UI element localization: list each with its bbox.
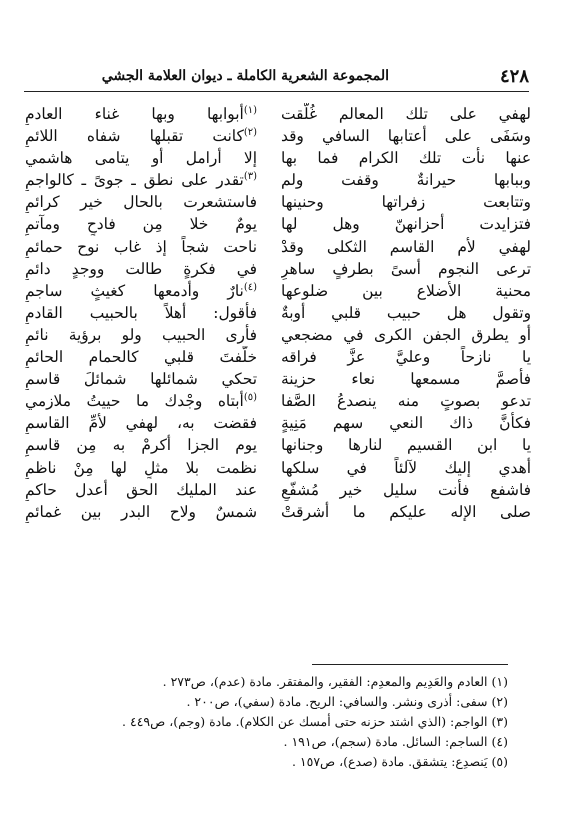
verse-text: فأقول: أهلاً بالحبيب القادمِ: [25, 303, 257, 322]
footnote-ref: (١): [243, 104, 257, 116]
footnote-item: (٤) الساجم: السائل. مادة (سجم)، ص١٩١ .: [283, 734, 508, 749]
verse-line-right: وتقول هل حبيب قلبي أوبةٌ: [281, 303, 531, 322]
verse-line-left: [25, 169, 275, 191]
verse-line-right: وسَفَى على أعتابها السافي وقد: [281, 127, 531, 146]
footnote-ref: (٣): [243, 171, 257, 183]
verse-line-right: فاشفع فأنت سليل خير مُشفّعٍ: [281, 480, 531, 499]
verse-line-left: [25, 191, 275, 213]
footnote-item: (٢) سفى: أذرى ونشر. والسافي: الريح. مادة (سفي)، ص٢٠٠ .: [186, 694, 508, 709]
footnote-item: (٥) يَنصدِع: يتشقق. مادة (صدع)، ص١٥٧ .: [291, 754, 508, 769]
verse-line-right: وببابها حيرانةٌ وقفت ولم: [281, 171, 531, 190]
verse-line-right: ترعى النجوم أسىً بطرفٍ ساهرٍ: [281, 259, 531, 278]
verse-text: نارٌ وأدمعها كغيثٍ ساجمِ: [25, 281, 244, 300]
verse-text: إلا أرامل أو يتامى هاشمي: [25, 149, 257, 168]
footnote-ref: (٢): [243, 126, 257, 138]
poem-right-column: [281, 103, 531, 523]
footnote-item: (١) العادم والعَدِيم والمعدِم: الفقير، والمفتقر. مادة (عدم)، ص٢٧٣ .: [162, 674, 508, 689]
verse-line-left: [25, 501, 275, 523]
verse-line-left: [25, 125, 275, 147]
verse-line-left: [25, 280, 275, 302]
verse-line-right: فأصمَّ مسمعها نعاء حزينة: [281, 370, 531, 389]
verse-line-right: أهدي إليك لآلئاً في سلكها: [281, 458, 531, 477]
verse-text: أبتاه وجْدك ما حييتُ ملازمي: [25, 392, 244, 411]
verse-line-left: [25, 258, 275, 280]
verse-line-left: [25, 368, 275, 390]
header-rule: [24, 91, 529, 92]
verse-text: فأرى الحبيب ولو برؤية نائمِ: [25, 325, 257, 344]
verse-line-left: [25, 412, 275, 434]
footnote-ref: (٥): [243, 392, 257, 404]
verse-text: يوم الجزا أكرمْ به مِن قاسمِ: [25, 436, 257, 455]
verse-text: ناحت شجاً إذ غاب نوح حمائمِ: [25, 237, 257, 256]
verse-line-left: [25, 324, 275, 346]
verse-line-right: يا نازحاً وعليَّ عزَّ فراقه: [281, 348, 531, 367]
verse-text: خلّفتَ قلبي كالحمام الحائمِ: [25, 348, 257, 367]
verse-line-left: [25, 457, 275, 479]
verse-line-right: يا ابن القسيم لنارها وجنانها: [281, 436, 531, 455]
verse-line-right: لهفي على تلك المعالم غُلّقت: [281, 105, 531, 123]
footnote-ref: (٤): [243, 281, 257, 293]
verse-line-left: [25, 236, 275, 258]
verse-text: يومٌ خلا مِن فادحٍ ومآتمِ: [25, 215, 257, 234]
verse-line-left: [25, 302, 275, 324]
verse-line-right: فكأنَّ ذاك النعي سهم مَنِيةٍ: [281, 414, 531, 433]
verse-text: أبوابها وبها غناء العادمِ: [25, 105, 244, 123]
verse-text: تقدر على نطق ـ جوىً ـ كالواجمِ: [25, 171, 244, 190]
footnote-item: (٣) الواجم: (الذي اشتد حزنه حتى أمسك عن الكلام). مادة (وجم)، ص٤٤٩ .: [122, 714, 508, 729]
verse-line-left: [25, 346, 275, 368]
verse-text: في فكرةٍ طالت ووجدٍ دائمِ: [25, 259, 257, 278]
verse-text: عند المليك الحق أعدل حاكمِ: [25, 480, 257, 499]
footnote-rule: [312, 664, 508, 665]
verse-line-left: [25, 390, 275, 412]
verse-line-left: [25, 479, 275, 501]
verse-text: تحكي شمائلها شمائلَ قاسمِ: [25, 370, 257, 389]
verse-text: فقضت به، لهفي لأمِّ القاسمِ: [25, 414, 257, 433]
verse-line-left: [25, 103, 275, 125]
running-title: المجموعة الشعرية الكاملة ـ ديوان العلامة الجشي: [101, 68, 389, 84]
verse-text: نظمت بلا مثلٍ لها مِنْ ناظمِ: [25, 458, 257, 477]
page-header: [24, 66, 529, 88]
verse-line-right: عنها نأت تلك الكرام فما بها: [281, 149, 531, 168]
verse-line-left: [25, 147, 275, 169]
verse-text: شمسٌ ولاح البدر بين غمائمِ: [25, 502, 257, 521]
page-number: ٤٢٨: [499, 66, 529, 87]
verse-line-left: [25, 434, 275, 456]
verse-line-right: تدعو بصوتٍ منه ينصدعُ الصَّفا: [281, 392, 531, 411]
verse-line-right: فتزايدت أحزانهنّ وهل لها: [281, 215, 531, 234]
verse-text: فاستشعرت بالحال خير كرائمِ: [25, 193, 257, 212]
footnotes: [48, 672, 508, 772]
verse-line-right: لهفي لأم القاسم الثكلى وقدْ: [281, 237, 531, 256]
verse-line-right: صلى الإله عليكم ما أشرقتْ: [281, 502, 531, 521]
verse-text: كانت تقبلها شفاه اللائمِ: [25, 127, 244, 146]
poem-left-column: [25, 103, 275, 523]
verse-line-left: [25, 213, 275, 235]
verse-line-right: وتتابعت زفراتها وحنينها: [281, 193, 531, 212]
verse-line-right: أو يطرق الجفن الكرى في مضجعي: [281, 325, 531, 344]
verse-line-right: محنية الأضلاع بين ضلوعها: [281, 281, 531, 300]
